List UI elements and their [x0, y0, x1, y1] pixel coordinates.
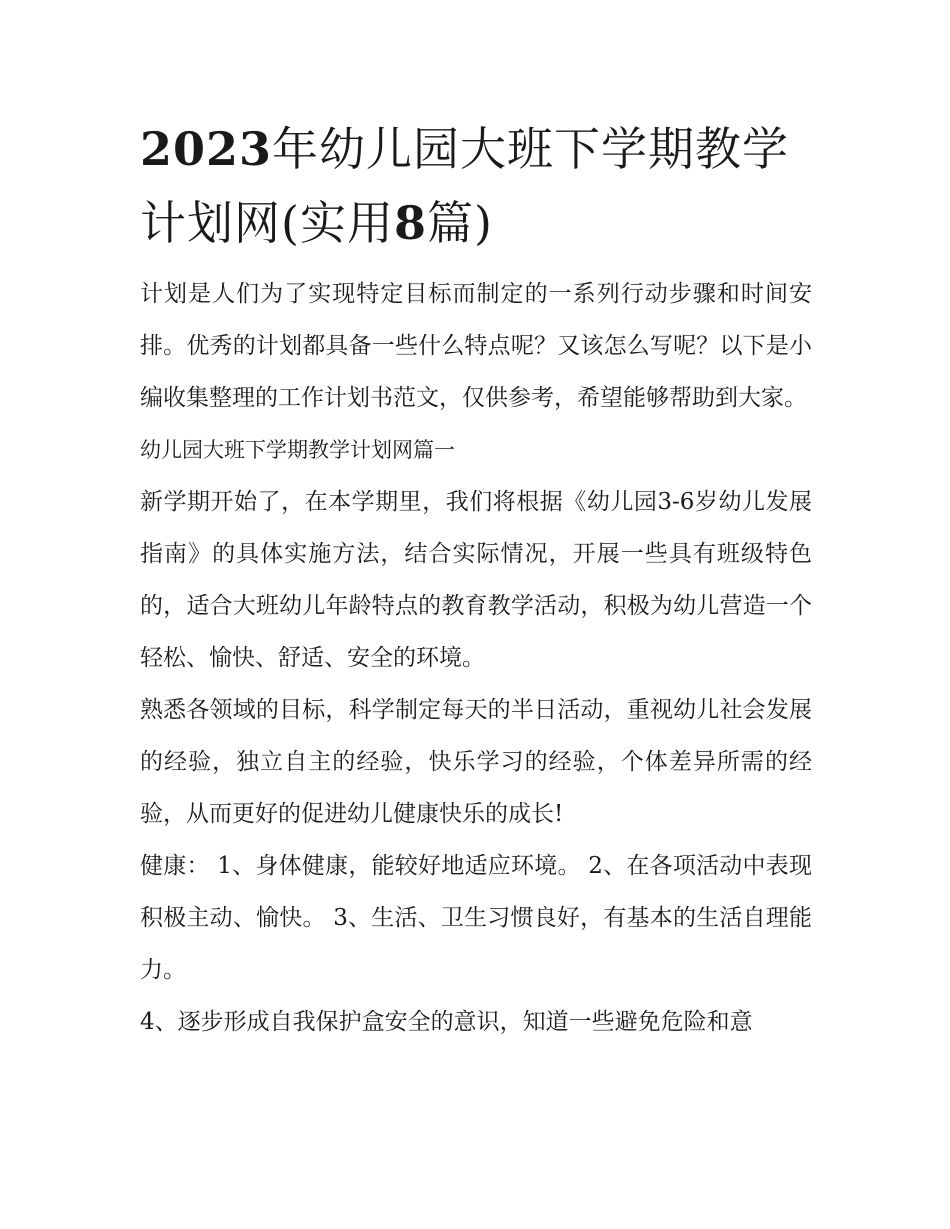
- body-paragraph-4: 4、逐步形成自我保护盒安全的意识，知道一些避免危险和意: [140, 1009, 753, 1035]
- document-title: [140, 112, 812, 260]
- title-text-1: 年幼儿园大班下学期教学计划网(实用: [140, 122, 790, 250]
- body-paragraph-1: 新学期开始了，在本学期里，我们将根据《幼儿园3-6岁幼儿发展指南》的具体实施方法，结合实际情况，开展一些具有班级特色的，适合大班幼儿年龄特点的教育教学活动，积极为幼儿营造一个轻松、愉快、舒适、安全的环境。: [140, 489, 812, 671]
- title-count: 8: [393, 196, 427, 250]
- section-heading: 幼儿园大班下学期教学计划网篇一: [140, 438, 455, 462]
- body-paragraph-health: 健康： 1、身体健康，能较好地适应环境。 2、在各项活动中表现积极主动、愉快。 3、生活、卫生习惯良好，有基本的生活自理能力。: [140, 853, 812, 983]
- intro-paragraph: 计划是人们为了实现特定目标而制定的一系列行动步骤和时间安排。优秀的计划都具备一些什么特点呢？又该怎么写呢？以下是小编收集整理的工作计划书范文，仅供参考，希望能够帮助到大家。: [140, 281, 812, 411]
- title-text-2: 篇): [426, 196, 493, 250]
- body-paragraph-2: 熟悉各领域的目标，科学制定每天的半日活动，重视幼儿社会发展的经验，独立自主的经验，快乐学习的经验，个体差异所需的经验，从而更好的促进幼儿健康快乐的成长!: [140, 697, 812, 827]
- title-year: 2023: [140, 122, 273, 176]
- document-page: [140, 112, 812, 1048]
